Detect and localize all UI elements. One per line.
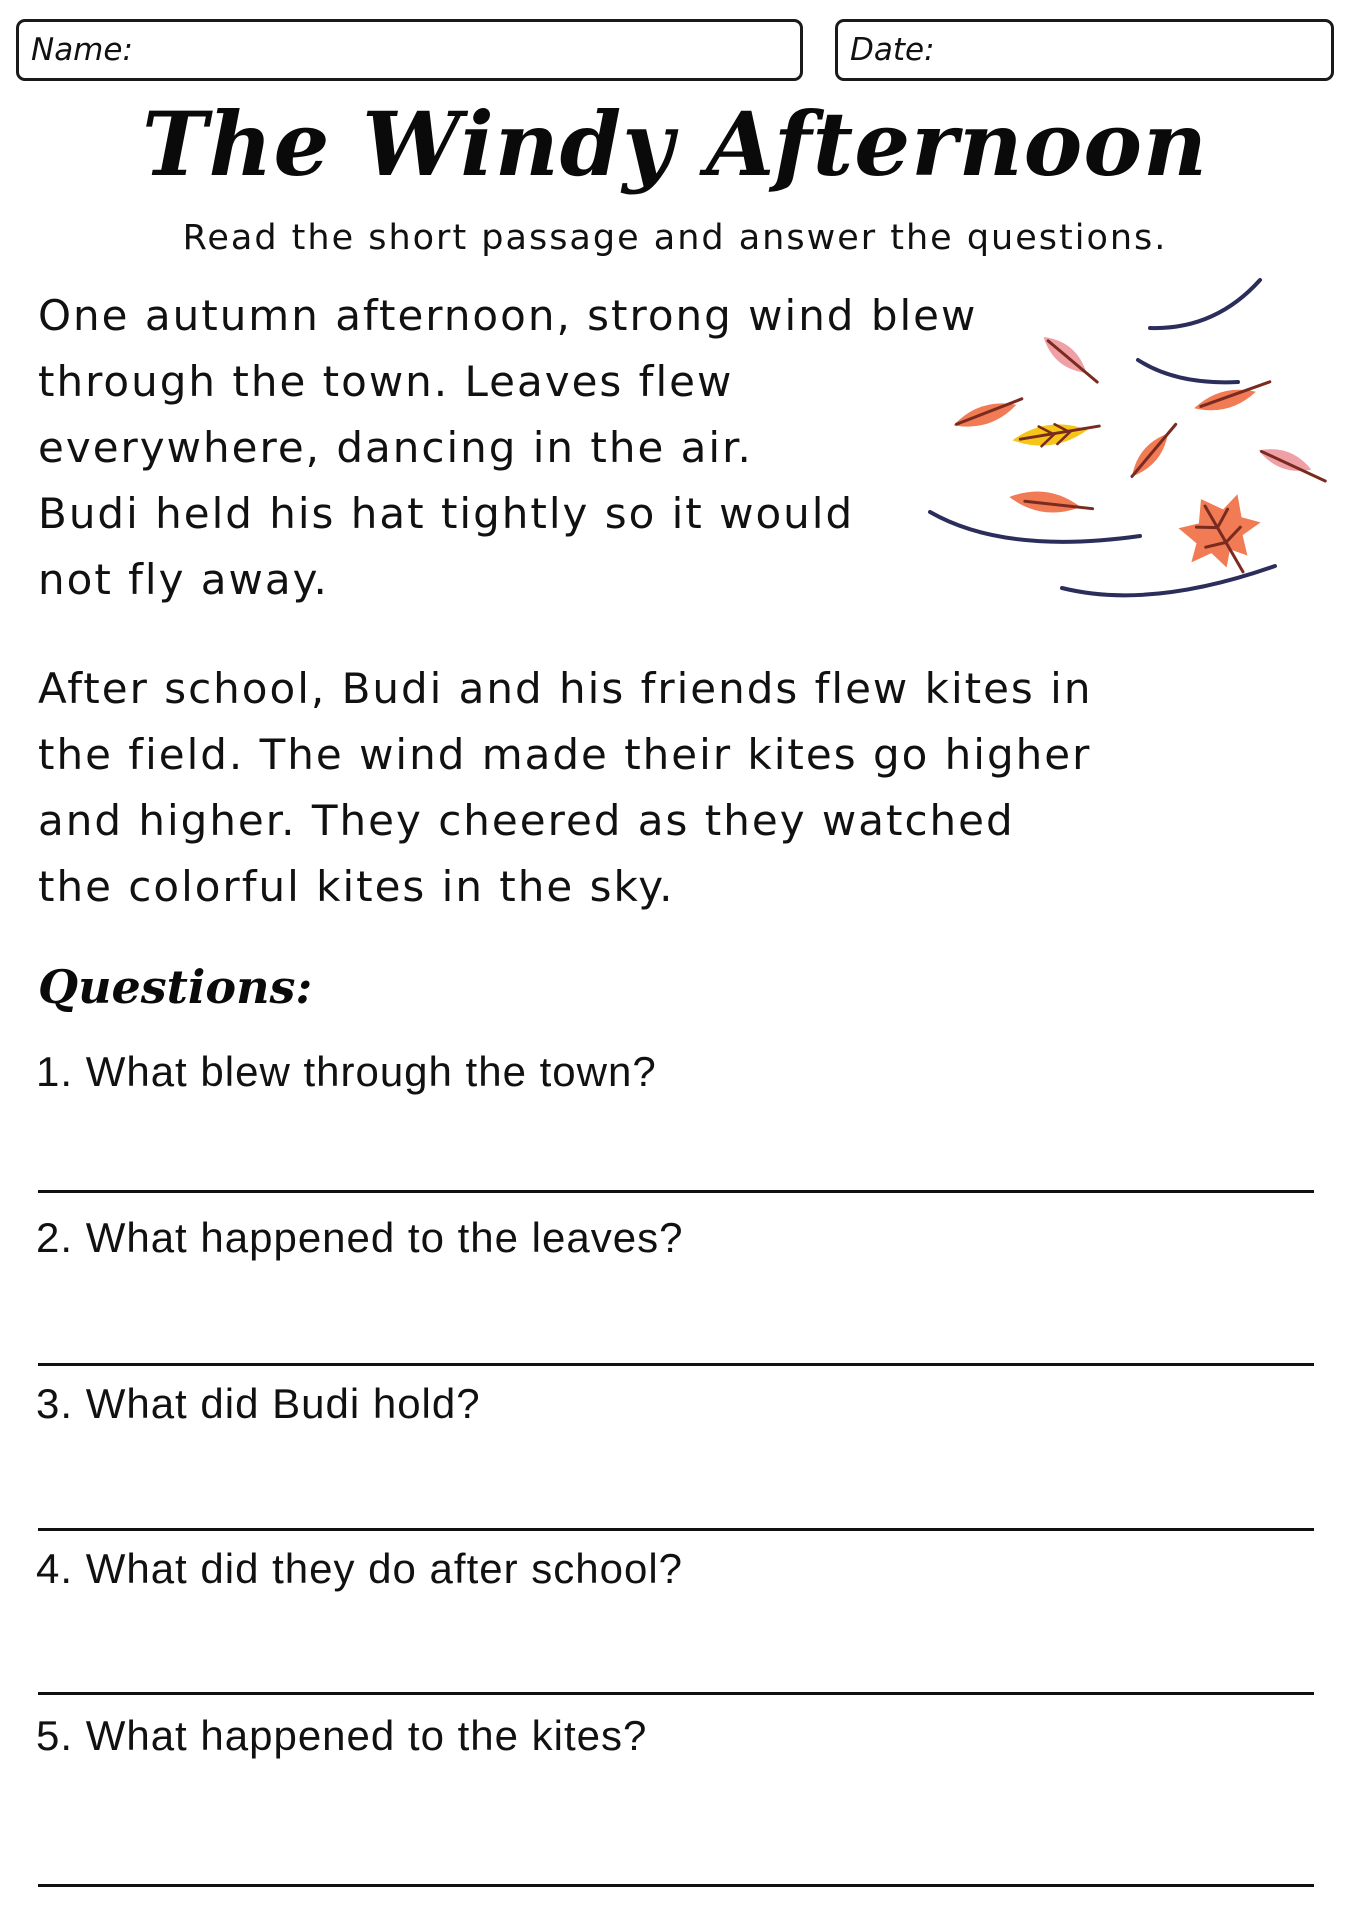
leaf-icon bbox=[1192, 379, 1274, 416]
passage-line: everywhere, dancing in the air. bbox=[38, 423, 753, 472]
passage-line: the field. The wind made their kites go higher bbox=[38, 730, 1092, 779]
passage-line: After school, Budi and his friends flew kites in bbox=[38, 664, 1093, 713]
leaf-icon bbox=[1166, 479, 1277, 592]
answer-line-5[interactable] bbox=[38, 1884, 1314, 1887]
date-field[interactable] bbox=[835, 19, 1334, 81]
passage-line: not fly away. bbox=[38, 555, 329, 604]
passage-line: One autumn afternoon, strong wind blew bbox=[38, 291, 978, 340]
passage-line: through the town. Leaves flew bbox=[38, 357, 734, 406]
leaf-icon bbox=[1256, 442, 1330, 483]
passage-paragraph-2 bbox=[38, 656, 1092, 920]
passage-line: the colorful kites in the sky. bbox=[38, 862, 675, 911]
questions-heading: Questions: bbox=[38, 960, 313, 1014]
passage-line: and higher. They cheered as they watched bbox=[38, 796, 1015, 845]
wind-line bbox=[1138, 360, 1238, 382]
question-2: 2. What happened to the leaves? bbox=[36, 1214, 684, 1261]
leaf-icon bbox=[1126, 419, 1182, 481]
leaf-icon bbox=[951, 394, 1026, 434]
question-3: 3. What did Budi hold? bbox=[36, 1380, 481, 1427]
wind-line bbox=[1150, 280, 1260, 328]
question-5: 5. What happened to the kites? bbox=[36, 1712, 648, 1759]
question-4: 4. What did they do after school? bbox=[36, 1545, 684, 1592]
passage-line: Budi held his hat tightly so it would bbox=[38, 489, 855, 538]
worksheet-title: The Windy Afternoon bbox=[141, 92, 1209, 196]
leaf-icon bbox=[1008, 487, 1094, 518]
wind-line bbox=[930, 512, 1140, 542]
answer-line-2[interactable] bbox=[38, 1363, 1314, 1366]
answer-line-3[interactable] bbox=[38, 1528, 1314, 1531]
instructions-text: Read the short passage and answer the questions. bbox=[182, 218, 1168, 258]
answer-line-1[interactable] bbox=[38, 1190, 1314, 1193]
leaf-icon bbox=[1038, 330, 1103, 389]
answer-line-4[interactable] bbox=[38, 1692, 1314, 1695]
date-label: Date: bbox=[850, 32, 935, 68]
windy-leaves-icon bbox=[915, 270, 1335, 610]
question-1: 1. What blew through the town? bbox=[36, 1048, 657, 1095]
name-field[interactable] bbox=[16, 19, 803, 81]
name-label: Name: bbox=[31, 32, 133, 68]
passage-paragraph-1 bbox=[38, 283, 977, 613]
leaf-icon bbox=[1011, 418, 1101, 450]
